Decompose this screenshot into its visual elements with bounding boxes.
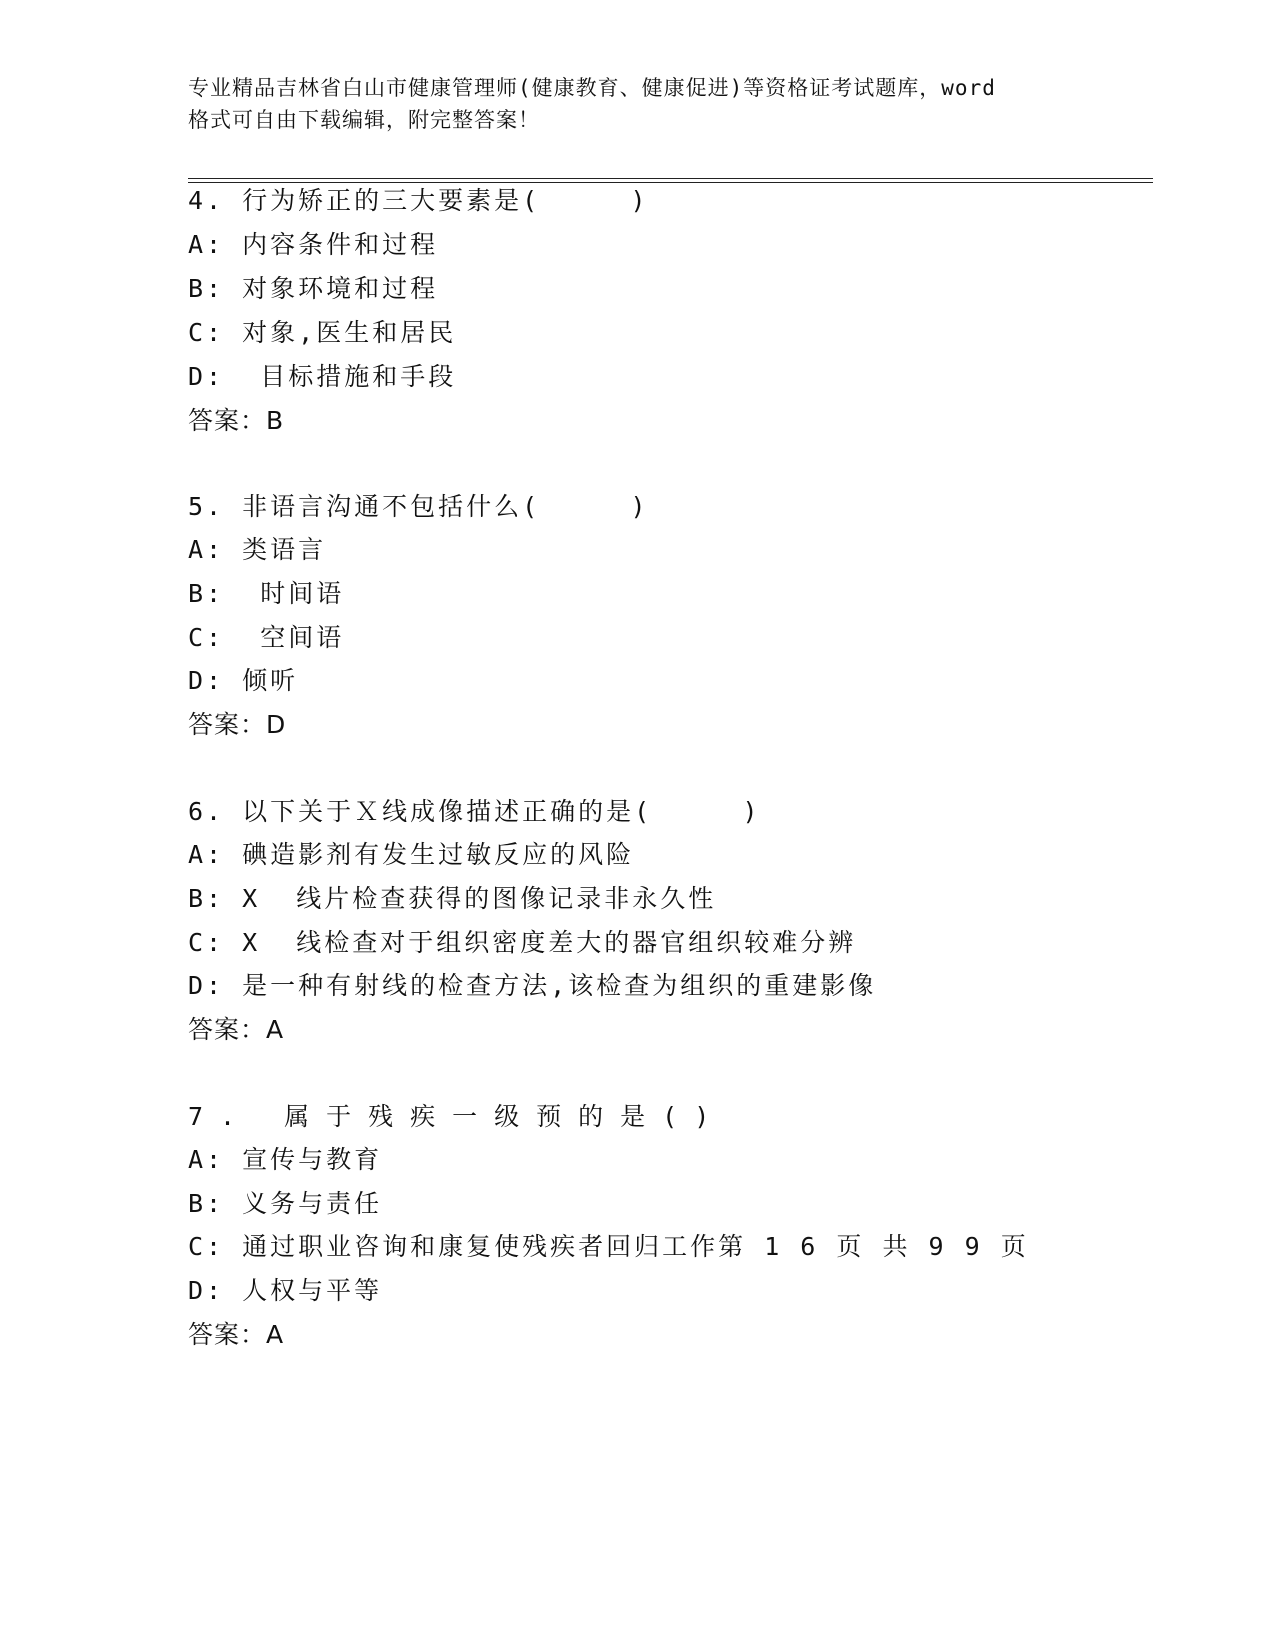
answer: 答案：A [188, 1320, 285, 1349]
question-stem: 7. 属于残疾一级预的是() [188, 1102, 727, 1131]
header-divider-bottom [188, 182, 1153, 183]
option-d: D: 倾听 [188, 666, 299, 695]
option-c: C: 对象,医生和居民 [188, 318, 457, 347]
header-divider-top [188, 178, 1153, 179]
document-header [188, 72, 1088, 136]
question-stem: 4. 行为矫正的三大要素是( ) [188, 186, 649, 215]
option-d: D: 是一种有射线的检查方法,该检查为组织的重建影像 [188, 971, 877, 1000]
option-b: B: 时间语 [188, 579, 345, 608]
header-line-2: 格式可自由下载编辑，附完整答案！ [188, 108, 540, 132]
option-b: B: 对象环境和过程 [188, 274, 439, 303]
option-d: D: 目标措施和手段 [188, 362, 457, 391]
answer: 答案：B [188, 406, 285, 435]
option-a: A: 内容条件和过程 [188, 230, 439, 259]
option-a: A: 类语言 [188, 535, 327, 564]
option-b: B: 义务与责任 [188, 1189, 383, 1218]
option-c: C: 通过职业咨询和康复使残疾者回归工作第 1 6 页 共 9 9 页 [188, 1232, 1029, 1261]
option-c: C: X 线检查对于组织密度差大的器官组织较难分辨 [188, 928, 857, 957]
question-stem: 5. 非语言沟通不包括什么( ) [188, 492, 649, 521]
option-a: A: 碘造影剂有发生过敏反应的风险 [188, 840, 635, 869]
question-stem: 6. 以下关于Ｘ线成像描述正确的是( ) [188, 797, 761, 826]
option-d: D: 人权与平等 [188, 1276, 383, 1305]
answer: 答案：D [188, 710, 287, 739]
option-b: B: X 线片检查获得的图像记录非永久性 [188, 884, 717, 913]
option-a: A: 宣传与教育 [188, 1145, 383, 1174]
option-c: C: 空间语 [188, 623, 345, 652]
answer: 答案：A [188, 1015, 285, 1044]
header-line-1: 专业精品吉林省白山市健康管理师(健康教育、健康促进)等资格证考试题库，word [188, 76, 996, 100]
